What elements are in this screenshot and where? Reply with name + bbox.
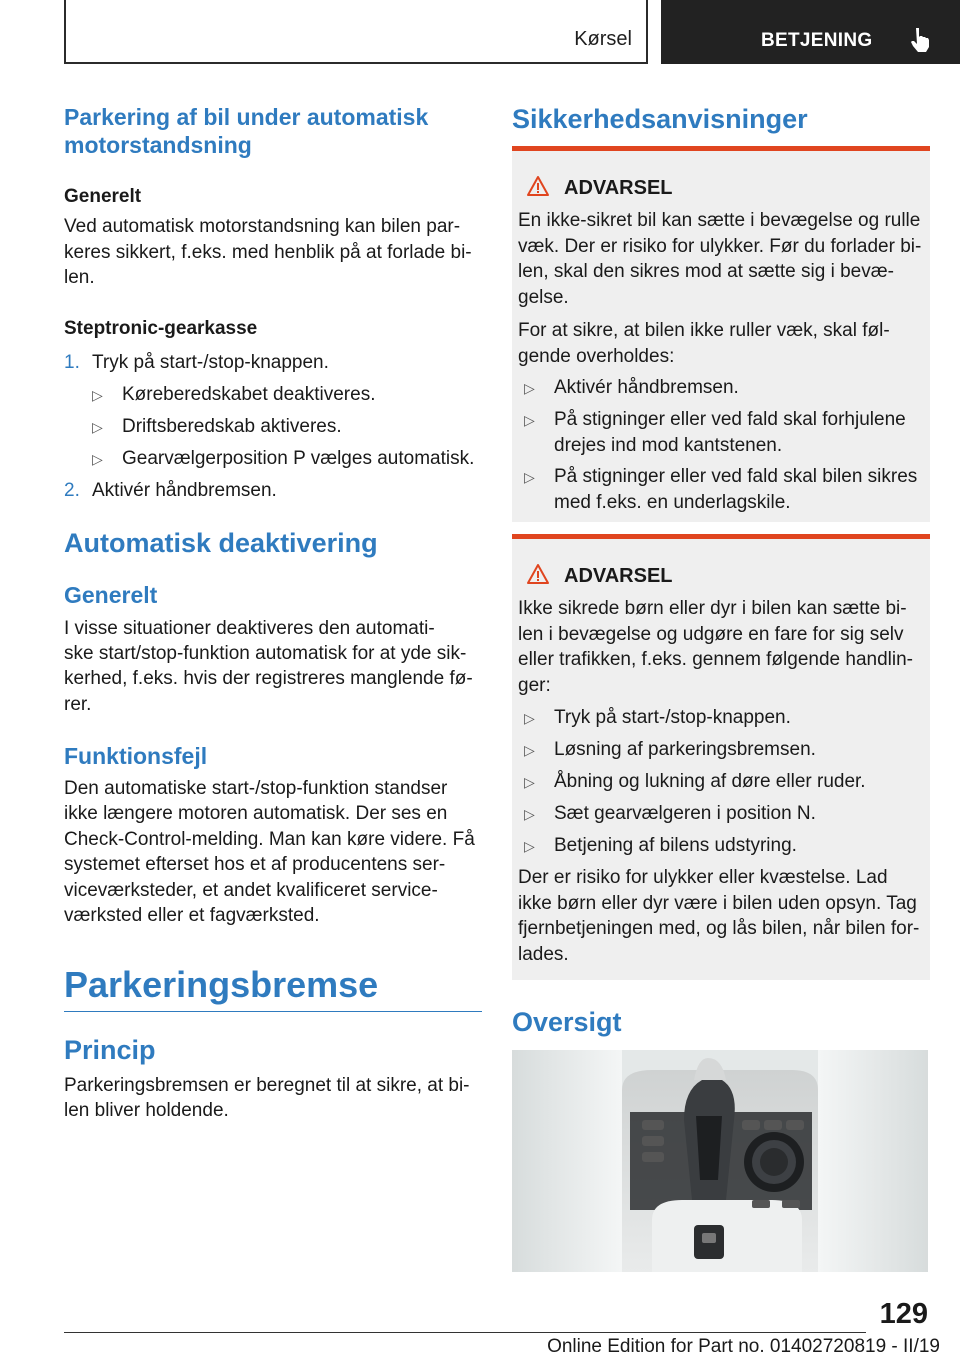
triangle-bullet-icon: ▷ [92,451,103,467]
triangle-bullet-icon: ▷ [92,387,103,403]
warn2-list-item [524,833,924,860]
paragraph-generelt2-line-2: ske start/stop-funktion automatisk for at yde sik- [64,643,467,664]
warn1-list-item-text: På stigninger eller ved fald skal forhjulene drejes ind mod kantstenen. [554,409,906,456]
step-text: Aktivér håndbremsen. [92,480,277,501]
footer-divider [64,1332,866,1333]
center-console-photo [512,1050,928,1272]
heading-parkering-automatisk: Parkering af bil under automatisk motorstandsning [64,104,429,158]
triangle-bullet-icon: ▷ [524,412,535,428]
heading-generelt-2: Generelt [64,582,158,608]
triangle-bullet-icon: ▷ [524,742,535,758]
warn2-list-item-text: Åbning og lukning af døre eller ruder. [554,771,866,792]
heading-parkeringsbremse: Parkeringsbremse [64,964,379,1005]
warn1-line-2: væk. Der er risiko for ulykker. Før du forlader bi- [518,236,922,257]
warn1-list-item [524,464,924,515]
step-item-2 [64,478,277,504]
warn2-list-item [524,737,924,764]
triangle-bullet-icon: ▷ [524,380,535,396]
footer-edition-text: Online Edition for Part no. 01402720819 - II/19 [547,1336,940,1357]
subheading-generelt: Generelt [64,186,142,207]
step-item-1 [64,350,329,376]
triangle-bullet-icon: ▷ [92,419,103,435]
warn2-list-item [524,801,924,828]
paragraph-generelt2-line-1: I visse situationer deaktiveres den automati- [64,618,435,639]
triangle-bullet-icon: ▷ [524,838,535,854]
warn2-line-7: fjernbetjeningen med, og lås bilen, når bilen for- [518,918,920,939]
sub-item-text: Gearvælgerposition P vælges automatisk. [122,448,475,469]
paragraph-funktionsfejl-line-4: systemet efterset hos et af producentens ser- [64,854,446,875]
header-section-title: Kørsel [574,28,632,50]
heading-automatisk-deaktivering: Automatisk deaktivering [64,528,378,558]
warning-box-1 [512,146,930,522]
paragraph-funktionsfejl-line-3: Check-Control-melding. Man kan køre videre. Få [64,829,475,850]
warn1-list-item [524,407,924,458]
paragraph-generelt-line-1: Ved automatisk motorstandsning kan bilen par- [64,216,461,237]
sub-item-text: Køreberedskabet deaktiveres. [122,384,376,405]
subheading-steptronic: Steptronic-gearkasse [64,318,258,339]
heading-underline [64,1011,482,1012]
triangle-bullet-icon: ▷ [524,469,535,485]
warn1-list-item-text: På stigninger eller ved fald skal bilen sikres med f.eks. en underlagskile. [554,466,918,513]
warn2-line-2: len i bevægelse og udgøre en fare for sig selv [518,624,904,645]
page-number: 129 [879,1298,928,1330]
warn2-line-1: Ikke sikrede børn eller dyr i bilen kan sætte bi- [518,598,907,619]
warn2-line-5: Der er risiko for ulykker eller kvæstelse. Lad [518,867,888,888]
header-section-box [64,0,648,64]
warning-triangle-icon [526,175,550,203]
warning-title-text: ADVARSEL [564,565,673,587]
warn1-line-6: gende overholdes: [518,346,675,367]
warn2-list-item [524,705,924,732]
paragraph-generelt2-line-4: rer. [64,694,92,715]
paragraph-funktionsfejl-line-2: ikke længere motoren automatisk. Der ses en [64,803,448,824]
paragraph-generelt2-line-3: kerhed, f.eks. hvis der registreres manglende fø- [64,668,473,689]
warn2-list-item-text: Betjening af bilens udstyring. [554,835,797,856]
triangle-bullet-icon: ▷ [524,774,535,790]
paragraph-funktionsfejl-line-6: værksted eller et fagværksted. [64,905,320,926]
sub-item [92,446,474,473]
warning-box-2 [512,534,930,980]
step-number: 2. [64,480,80,501]
warn2-list-item [524,769,924,796]
sub-item-text: Driftsberedskab aktiveres. [122,416,342,437]
triangle-bullet-icon: ▷ [524,806,535,822]
paragraph-generelt-line-2: keres sikkert, f.eks. med henblik på at forlade bi- [64,242,472,263]
warn2-list-item-text: Løsning af parkeringsbremsen. [554,739,816,760]
warn1-line-5: For at sikre, at bilen ikke ruller væk, skal føl- [518,320,890,341]
paragraph-funktionsfejl-line-5: viceværksteder, et andet kvalificeret service- [64,880,438,901]
header-chapter-tab [661,0,960,64]
warn2-line-8: lades. [518,944,569,965]
sub-item [92,382,375,409]
heading-sikkerhedsanvisninger: Sikkerhedsanvisninger [512,104,808,134]
triangle-bullet-icon: ▷ [524,710,535,726]
header-chapter-label: BETJENING [761,30,873,51]
warn1-list-item [524,375,924,402]
heading-funktionsfejl: Funktionsfejl [64,743,208,769]
paragraph-princip-line-1: Parkeringsbremsen er beregnet til at sikre, at bi- [64,1075,470,1096]
center-console-illustration [512,1050,928,1272]
warning-title-text: ADVARSEL [564,177,673,199]
paragraph-generelt-line-3: len. [64,267,95,288]
hand-pointer-icon [909,26,931,57]
heading-princip: Princip [64,1035,156,1065]
warn1-line-1: En ikke-sikret bil kan sætte i bevægelse og rulle [518,210,921,231]
warning-triangle-icon [526,563,550,591]
warning-title [526,175,673,203]
warn2-list-item-text: Tryk på start-/stop-knappen. [554,707,791,728]
step-number: 1. [64,352,80,373]
warn2-line-3: eller trafikken, f.eks. gennem følgende handlin- [518,649,913,670]
warn1-line-3: len, skal den sikres mod at sætte sig i bevæ- [518,261,894,282]
paragraph-princip-line-2: len bliver holdende. [64,1100,229,1121]
warn1-list-item-text: Aktivér håndbremsen. [554,377,739,398]
sub-item [92,414,342,441]
heading-oversigt: Oversigt [512,1007,622,1037]
paragraph-funktionsfejl-line-1: Den automatiske start-/stop-funktion standser [64,778,448,799]
warning-title [526,563,673,591]
warn2-line-4: ger: [518,675,551,696]
warn2-line-6: ikke børn eller dyr være i bilen uden opsyn. Tag [518,893,917,914]
warn2-list-item-text: Sæt gearvælgeren i position N. [554,803,816,824]
warn1-line-4: gelse. [518,287,569,308]
step-text: Tryk på start-/stop-knappen. [92,352,329,373]
